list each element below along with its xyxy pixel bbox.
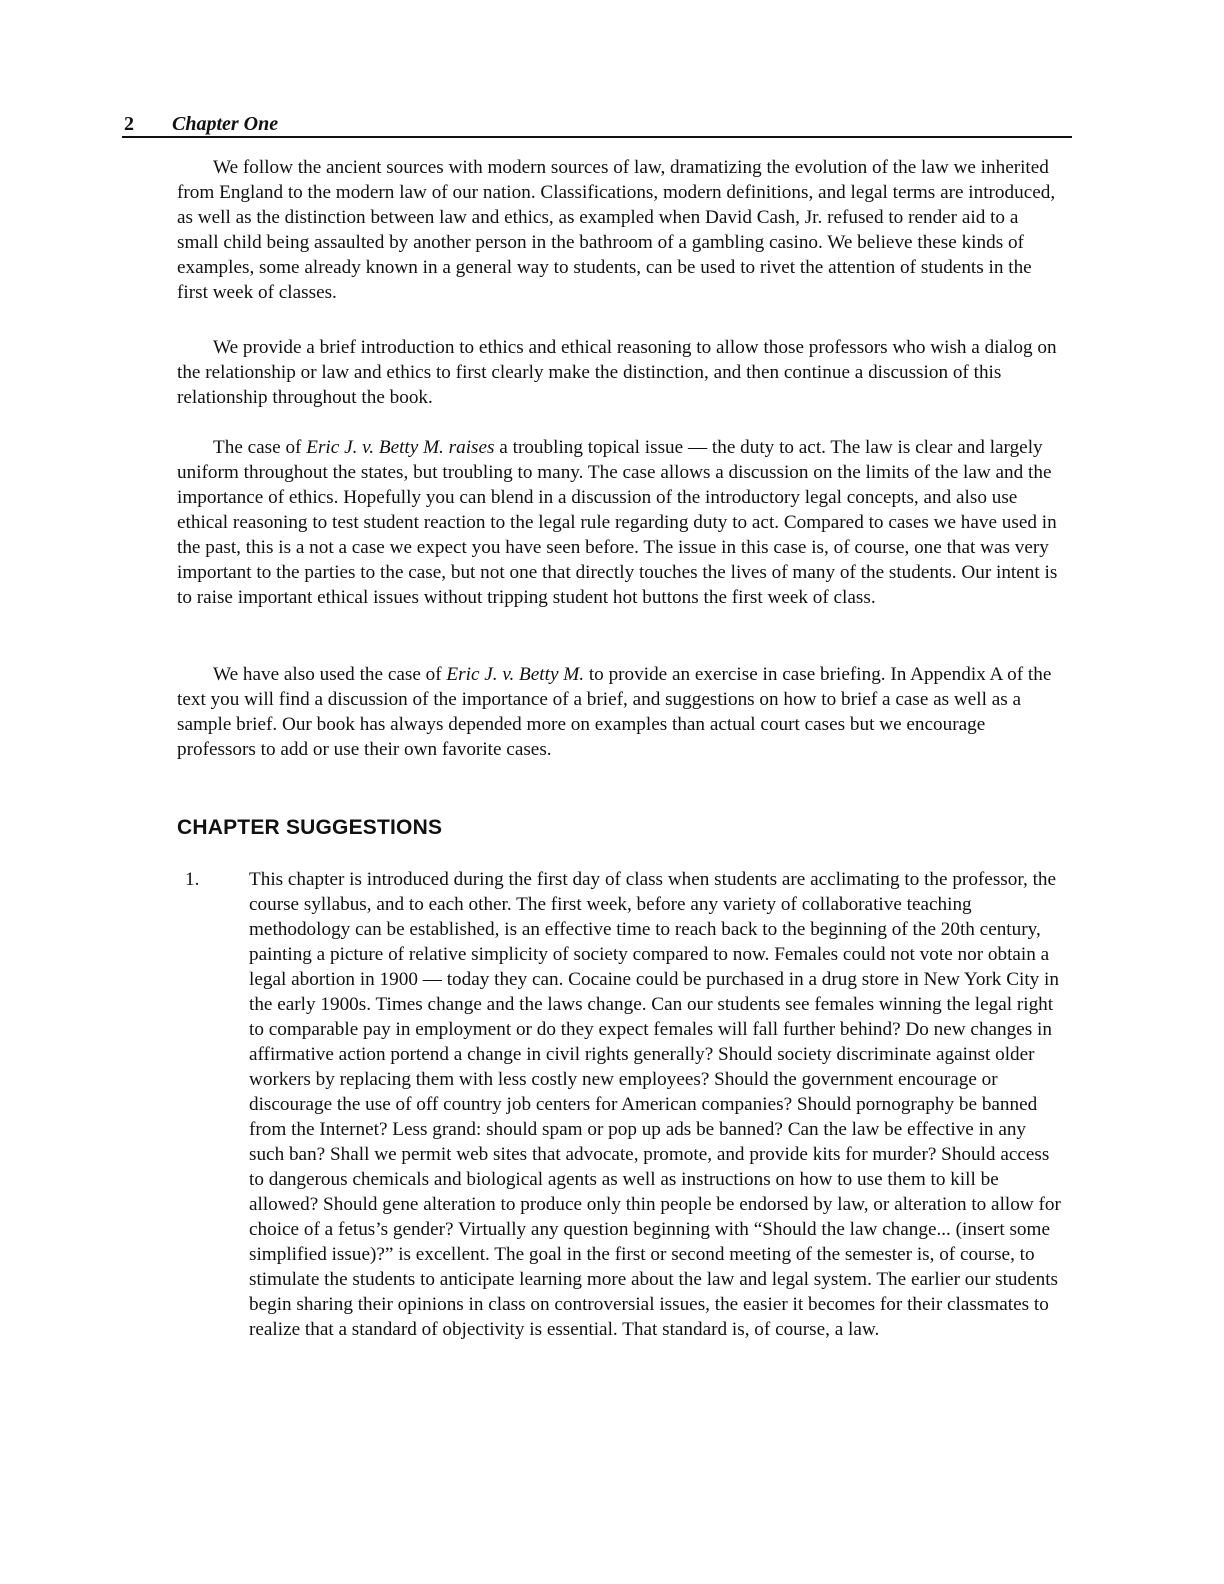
section-heading: CHAPTER SUGGESTIONS [177, 816, 443, 839]
paragraph-text [177, 335, 1062, 410]
intro-paragraph-4 [177, 662, 1062, 762]
intro-paragraph-1 [177, 155, 1062, 305]
text-segment: The case of [213, 437, 307, 458]
text-segment: We have also used the case of [213, 664, 447, 685]
paragraph-text [177, 155, 1062, 305]
text-segment: to provide an exercise in case briefing. In Appendix A of the text you will find a discussion of the importance of a brief, and suggestions on how to brief a case as well as a sample brief. Our book has always depended more on examples than actual court cases but we encourage professors to add or use their own favorite cases. [177, 664, 1052, 760]
paragraph-text [177, 435, 1062, 610]
intro-paragraph-3 [177, 435, 1062, 610]
list-item [177, 867, 1062, 1342]
page-header [122, 112, 1072, 138]
paragraph-text [177, 662, 1062, 762]
case-name-italic: Eric J. v. Betty M. raises [306, 437, 495, 458]
intro-paragraph-2 [177, 335, 1062, 410]
page-number: 2 [124, 113, 134, 135]
list-item-text: This chapter is introduced during the first day of class when students are acclimating to the professor, the course syllabus, and to each other. The first week, before any variety of collaborative teaching methodology can be established, is an effective time to reach back to the beginning of the 20th century, painting a picture of relative simplicity of society compared to now. Females could not vote nor obtain a legal abortion in 1900 — today they can. Cocaine could be purchased in a drug store in New York City in the early 1900s. Times change and the laws change. Can our students see females winning the legal right to comparable pay in employment or do they expect females will fall further behind? Do new changes in affirmative action portend a change in civil rights generally? Should society discriminate against older workers by replacing them with less costly new employees? Should the government encourage or discourage the use of off country job centers for American companies? Should pornography be banned from the Internet? Less grand: should spam or pop up ads be banned? Can the law be effective in any such ban? Shall we permit web sites that advocate, promote, and provide kits for murder? Should access to dangerous chemicals and biological agents as well as instructions on how to use them to kill be allowed? Should gene alteration to produce only thin people be endorsed by law, or alteration to allow for choice of a fetus’s gender? Virtually any question beginning with “Should the law change... (insert some simplified issue)?” is excellent. The goal in the first or second meeting of the semester is, of course, to stimulate the students to anticipate learning more about the law and legal system. The earlier our students begin sharing their opinions in class on controversial issues, the easier it becomes for their classmates to realize that a standard of objectivity is essential. That standard is, of course, a law. [249, 869, 1061, 1340]
text-segment: a troubling topical issue — the duty to act. The law is clear and largely uniform throughout the states, but troubling to many. The case allows a discussion on the limits of the law and the importance of ethics. Hopefully you can blend in a discussion of the introductory legal concepts, and also use ethical reasoning to test student reaction to the legal rule regarding duty to act. Compared to cases we have used in the past, this is a not a case we expect you have seen before. The issue in this case is, of course, one that was very important to the parties to the case, but not one that directly touches the lives of many of the students. Our intent is to raise important ethical issues without tripping student hot buttons the first week of class. [177, 437, 1058, 608]
case-name-italic: Eric J. v. Betty M. [446, 664, 585, 685]
chapter-title: Chapter One [172, 113, 279, 135]
list-item-number: 1. [185, 869, 200, 890]
text-segment: We provide a brief introduction to ethics and ethical reasoning to allow those professors who wish a dialog on the relationship or law and ethics to first clearly make the distinction, and then continue a discussion of this relationship throughout the book. [177, 337, 1057, 408]
text-segment: We follow the ancient sources with modern sources of law, dramatizing the evolution of the law we inherited from England to the modern law of our nation. Classifications, modern definitions, and legal terms are introduced, as well as the distinction between law and ethics, as exampled when David Cash, Jr. refused to render aid to a small child being assaulted by another person in the bathroom of a gambling casino. We believe these kinds of examples, some already known in a general way to students, can be used to rivet the attention of students in the first week of classes. [177, 157, 1056, 303]
